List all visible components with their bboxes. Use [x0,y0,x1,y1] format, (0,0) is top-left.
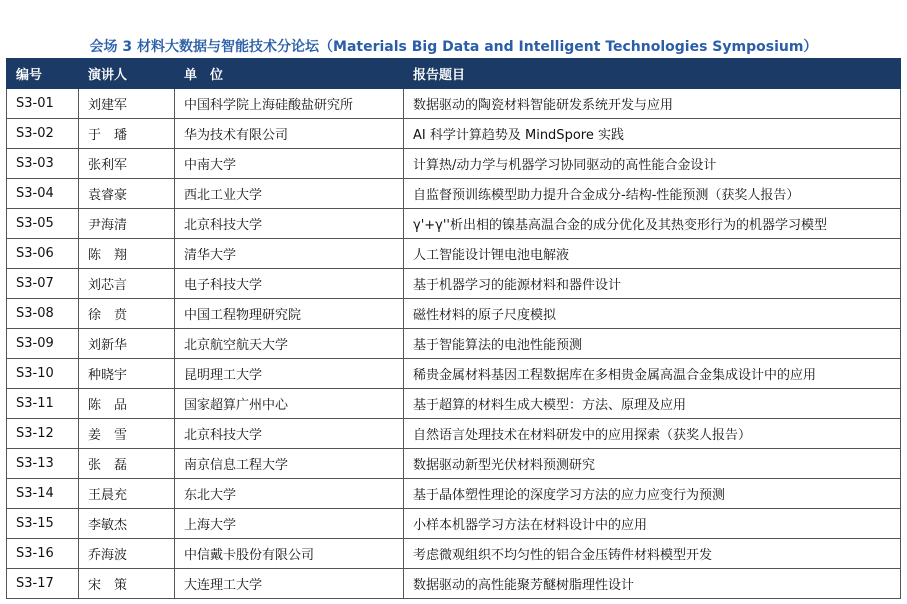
cell-org: 国家超算广州中心 [175,389,404,419]
cell-topic: 自监督预训练模型助力提升合金成分-结构-性能预测（获奖人报告） [404,179,901,209]
cell-speaker: 种晓宇 [79,359,175,389]
cell-id: S3-10 [7,359,79,389]
cell-speaker: 姜 雪 [79,419,175,449]
table-row [7,539,901,569]
cell-id: S3-14 [7,479,79,509]
header-topic: 报告题目 [404,59,901,89]
cell-speaker: 刘建军 [79,89,175,119]
cell-id: S3-01 [7,89,79,119]
cell-speaker: 袁睿豪 [79,179,175,209]
cell-topic: 自然语言处理技术在材料研发中的应用探索（获奖人报告） [404,419,901,449]
cell-org: 昆明理工大学 [175,359,404,389]
cell-topic: 稀贵金属材料基因工程数据库在多相贵金属高温合金集成设计中的应用 [404,359,901,389]
cell-speaker: 张利军 [79,149,175,179]
cell-speaker: 刘新华 [79,329,175,359]
cell-topic: 计算热/动力学与机器学习协同驱动的高性能合金设计 [404,149,901,179]
table-row [7,389,901,419]
cell-speaker: 张 磊 [79,449,175,479]
cell-org: 西北工业大学 [175,179,404,209]
table-body [7,89,901,599]
table-row [7,479,901,509]
cell-speaker: 陈 品 [79,389,175,419]
cell-speaker: 刘芯言 [79,269,175,299]
table-row [7,149,901,179]
cell-topic: 小样本机器学习方法在材料设计中的应用 [404,509,901,539]
cell-topic: 基于机器学习的能源材料和器件设计 [404,269,901,299]
header-id: 编号 [7,59,79,89]
table-row [7,179,901,209]
cell-topic: 基于智能算法的电池性能预测 [404,329,901,359]
table-row [7,329,901,359]
table-row [7,89,901,119]
cell-org: 上海大学 [175,509,404,539]
page-title: 会场 3 材料大数据与智能技术分论坛（Materials Big Data and Intelligent Technologies Symposium） [89,39,818,55]
table-row [7,569,901,599]
cell-id: S3-15 [7,509,79,539]
table-header-row [7,59,901,89]
cell-speaker: 李敏杰 [79,509,175,539]
table-row [7,419,901,449]
cell-org: 华为技术有限公司 [175,119,404,149]
table-row [7,209,901,239]
cell-topic: 数据驱动的陶瓷材料智能研发系统开发与应用 [404,89,901,119]
cell-org: 中国工程物理研究院 [175,299,404,329]
cell-id: S3-13 [7,449,79,479]
cell-topic: 人工智能设计锂电池电解液 [404,239,901,269]
header-org: 单 位 [175,59,404,89]
cell-topic: AI 科学计算趋势及 MindSpore 实践 [404,119,901,149]
table-row [7,119,901,149]
cell-speaker: 王晨充 [79,479,175,509]
cell-topic: 磁性材料的原子尺度模拟 [404,299,901,329]
table-row [7,509,901,539]
cell-org: 南京信息工程大学 [175,449,404,479]
cell-topic: 基于晶体塑性理论的深度学习方法的应力应变行为预测 [404,479,901,509]
cell-org: 中国科学院上海硅酸盐研究所 [175,89,404,119]
cell-id: S3-05 [7,209,79,239]
table-row [7,299,901,329]
cell-org: 电子科技大学 [175,269,404,299]
cell-id: S3-06 [7,239,79,269]
cell-id: S3-11 [7,389,79,419]
cell-id: S3-07 [7,269,79,299]
cell-org: 清华大学 [175,239,404,269]
cell-topic: γ'+γ''析出相的镍基高温合金的成分优化及其热变形行为的机器学习模型 [404,209,901,239]
cell-speaker: 宋 策 [79,569,175,599]
cell-id: S3-16 [7,539,79,569]
cell-id: S3-17 [7,569,79,599]
cell-topic: 数据驱动的高性能聚芳醚树脂理性设计 [404,569,901,599]
cell-id: S3-03 [7,149,79,179]
cell-org: 北京科技大学 [175,419,404,449]
table-row [7,359,901,389]
cell-speaker: 乔海波 [79,539,175,569]
schedule-table [6,58,901,599]
cell-topic: 基于超算的材料生成大模型：方法、原理及应用 [404,389,901,419]
table-row [7,269,901,299]
header-speaker: 演讲人 [79,59,175,89]
cell-speaker: 徐 贲 [79,299,175,329]
cell-id: S3-04 [7,179,79,209]
table-row [7,239,901,269]
cell-id: S3-02 [7,119,79,149]
cell-speaker: 于 璠 [79,119,175,149]
cell-org: 北京航空航天大学 [175,329,404,359]
cell-id: S3-12 [7,419,79,449]
cell-org: 中信戴卡股份有限公司 [175,539,404,569]
table-row [7,449,901,479]
cell-speaker: 陈 翔 [79,239,175,269]
cell-org: 大连理工大学 [175,569,404,599]
cell-id: S3-08 [7,299,79,329]
cell-org: 东北大学 [175,479,404,509]
cell-org: 北京科技大学 [175,209,404,239]
cell-org: 中南大学 [175,149,404,179]
cell-topic: 数据驱动新型光伏材料预测研究 [404,449,901,479]
cell-id: S3-09 [7,329,79,359]
cell-topic: 考虑微观组织不均匀性的铝合金压铸件材料模型开发 [404,539,901,569]
cell-speaker: 尹海清 [79,209,175,239]
